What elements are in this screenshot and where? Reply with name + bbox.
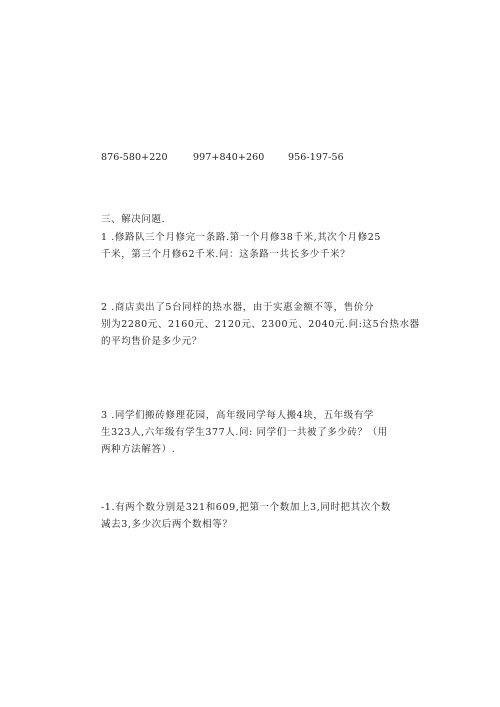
calculation-expression: 997+840+260 [193, 152, 265, 163]
problem-text-line: 减去3,多少次后两个数相等？ [101, 519, 233, 530]
calculation-expression: 876-580+220 [101, 152, 168, 163]
problem-text-line: 1 .修路队三个月修完一条路.第一个月修38千米,其次个月修25 [101, 232, 382, 243]
problem-text-line: 3 .同学们搬砖修理花园，高年级同学每人搬4块，五年级有学 [101, 410, 375, 421]
problem-text-line: 别为2280元、2160元、2120元、2300元、2040元.问:这5台热水器 [101, 319, 420, 330]
problem-text-line: 千米，第三个月修62千米.问：这条路一共长多少千米？ [101, 249, 351, 260]
problem-text-line: 的平均售价是多少元？ [101, 336, 203, 347]
section-title: 三、解决问题. [101, 214, 166, 225]
problem-text-line: 两种方法解答）. [101, 444, 176, 455]
problem-text-line: 2 .商店卖出了5台同样的热水器，由于实惠金额不等，售价分 [101, 302, 375, 313]
problem-text-line: -1.有两个数分别是321和609,把第一个数加上3,同时把其次个数 [101, 502, 392, 513]
problem-text-line: 生323人,六年级有学生377人.问: 同学们一共被了多少砖？（用 [101, 427, 388, 438]
calculation-expression: 956-197-56 [288, 152, 344, 163]
